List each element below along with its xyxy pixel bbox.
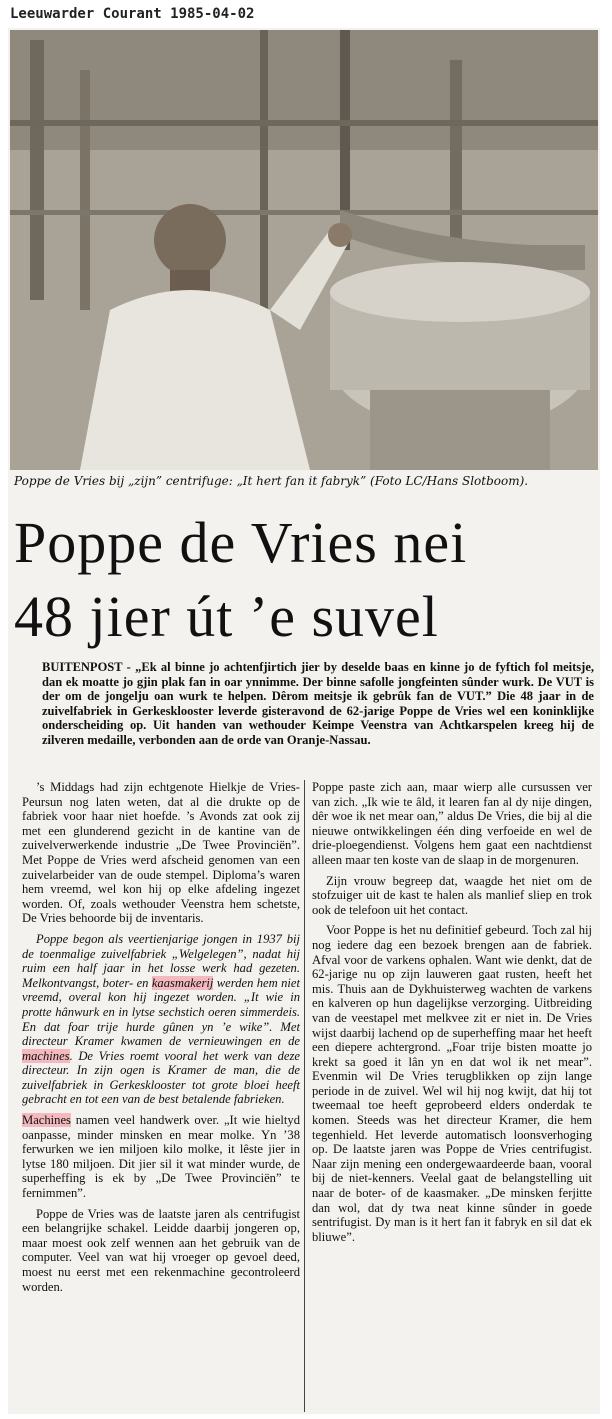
paragraph: Machines namen veel handwerk over. „It wie hieltyd oanpasse, minder minsken en mear molke. Yn ’38 ferwurken we ien miljoen kilo molke, it lêste jier in lytse 180 miljoen. Dit jier sil it wat minder wurde, de superheffing is ek by „De Twee Provinciën” te fernimmen”. [22,1113,300,1201]
headline-line-1: Poppe de Vries nei [14,510,468,575]
paragraph: Poppe paste zich aan, maar wierp alle cursussen ver van zich. „Ik wie te âld, it learen fan al dy nije dingen, dêr woe ik net mear oan,” aldus De Vries, die bij al die nieuwe ontwikkelingen één ding verfoeide en wel de drie-ploegendienst. Volgens hem gaat een nachtdienst alleen maar ten koste van de slaap in de morgenuren. [312,780,592,867]
paragraph: Poppe begon als veertienjarige jongen in 1937 bij de toenmalige zuivelfabriek „Welgelegen”, nadat hij ruim een half jaar in het losse werk had gezeten. Melkontvangst, boter- en kaasmakerij werden hem niet vreemd, overal kon hij ingezet worden. „It wie in protte hânwurk en in lytse sechstich oeren simmerdeis. En dat foar trije hurde gûnen yn ’e wike”. Met directeur Kramer kwamen de vernieuwingen en de machines. De Vries roemt vooral het werk van deze directeur. In zijn ogen is Kramer de man, die de zuivelfabriek in Gerkesklooster tot grote bloei heeft gebracht en tot een van de best betalende fabrieken. [22,931,300,1107]
article-lede [42,660,594,748]
photo-caption: Poppe de Vries bij „zijn” centrifuge: „It hert fan it fabryk” (Foto LC/Hans Slotboom). [14,474,529,488]
factory-photo-illustration [10,30,598,470]
masthead: Leeuwarder Courant 1985-04-02 [10,6,255,22]
paragraph: Voor Poppe is het nu definitief gebeurd. Toch zal hij nog iedere dag een bezoek brengen aan de fabriek. Afval voor de varkens ophalen. Want wie denkt, dat de 62-jarige nu op zijn lauweren gaat rusten, heeft het mis. Thuis aan de Dykhuisterweg wachten de varkens en kalveren op hun dagelijkse verzorging. Uitbreiding van de veestapel met melkvee zit er niet in. De Vries wijst daarbij lachend op de superheffing maar het heeft een diepere achtergrond. „Foar trije bisten moatte jo krekt sa goed it lân yn en dat wol ik net mear”. Evenmin wil De Vries terugblikken op zijn lange periode in de zuivel. Wel wil hij nog kwijt, dat hij tot tweemaal toe heeft geprobeerd elders onderdak te komen. Steeds was het directeur Kramer, die hem tegenhield. Het leverde automatisch loonsverhoging op. De laatste jaren was Poppe de Vries centrifugist. Naar zijn mening een ondergewaardeerde baan, vooral bij de niet-kenners. Veelal gaat de belangstelling uit naar de boter- of de kaasmaker. „De minsken ferjitte dan wol, dat dy twa neat kinne sûnder in goede sentrifugist. Dy man is it hert fan it fabryk en sil dat ek bliuwe”. [312,923,592,1244]
newspaper-clipping [8,28,600,1414]
paragraph: ’s Middags had zijn echtgenote Hielkje de Vries-Peursun nog laten weten, dat al die drukte op de fabriek voor haar niet hoefde. ’s Avonds zat ook zij met een glunderend gezicht in de kantine van de zuivelverwerkende industrie „De Twee Provinciën”. Met Poppe de Vries werd afscheid genomen van een zuivelarbeider van de oude stempel. Diploma’s waren hem vreemd, wel kon hij op elke afdeling ingezet worden. Of, zoals wethouder Veenstra hem schetste, De Vries behoorde bij de inventaris. [22,780,300,926]
article-headline [14,506,598,654]
dateline: BUITENPOST [42,660,123,674]
highlighted-term: kaasmakerij [151,975,214,990]
highlighted-term: Machines [22,1113,71,1128]
article-photo [10,30,598,470]
paragraph: Poppe de Vries was de laatste jaren als centrifugist een belangrijke schakel. Leidde daarbij jongeren op, maar moest ook zelf wennen aan het gebruik van de computer. Veel van wat hij vroeger op gevoel deed, moest nu eerst met een rekenmachine gecontroleerd worden. [22,1206,300,1294]
highlighted-term: machines [22,1048,70,1063]
headline-line-2: 48 jier út ’e suvel [14,584,439,649]
column-divider [304,780,305,1412]
lede-text: - „Ek al binne jo achtenfjirtich jier by deselde baas en kinne jo de fyftich fol meitsje, dan ek moatte jo gjin plak fan in oar ynnimme. Der binne safolle jongfeinten sûnder wurk. De VUT is der om de jongelju oan wurk te helpen. Dêrom meitsje ik gebrûk fan de VUT.” Die 48 jaar in de zuivelfabriek in Gerkesklooster leverde gisteravond de 62-jarige Poppe de Vries wel een koninklijke onderscheiding op. Uit handen van wethouder Keimpe Veenstra van Achtkarspelen kreeg hij de zilveren medaille, verbonden aan de orde van Oranje-Nassau. [42,660,594,747]
left-column [22,780,300,1300]
right-column [312,780,592,1250]
paragraph: Zijn vrouw begreep dat, waagde het niet om de stofzuiger uit de kast te halen als manlief sliep en trok ook de telefoon uit het contact. [312,873,592,917]
